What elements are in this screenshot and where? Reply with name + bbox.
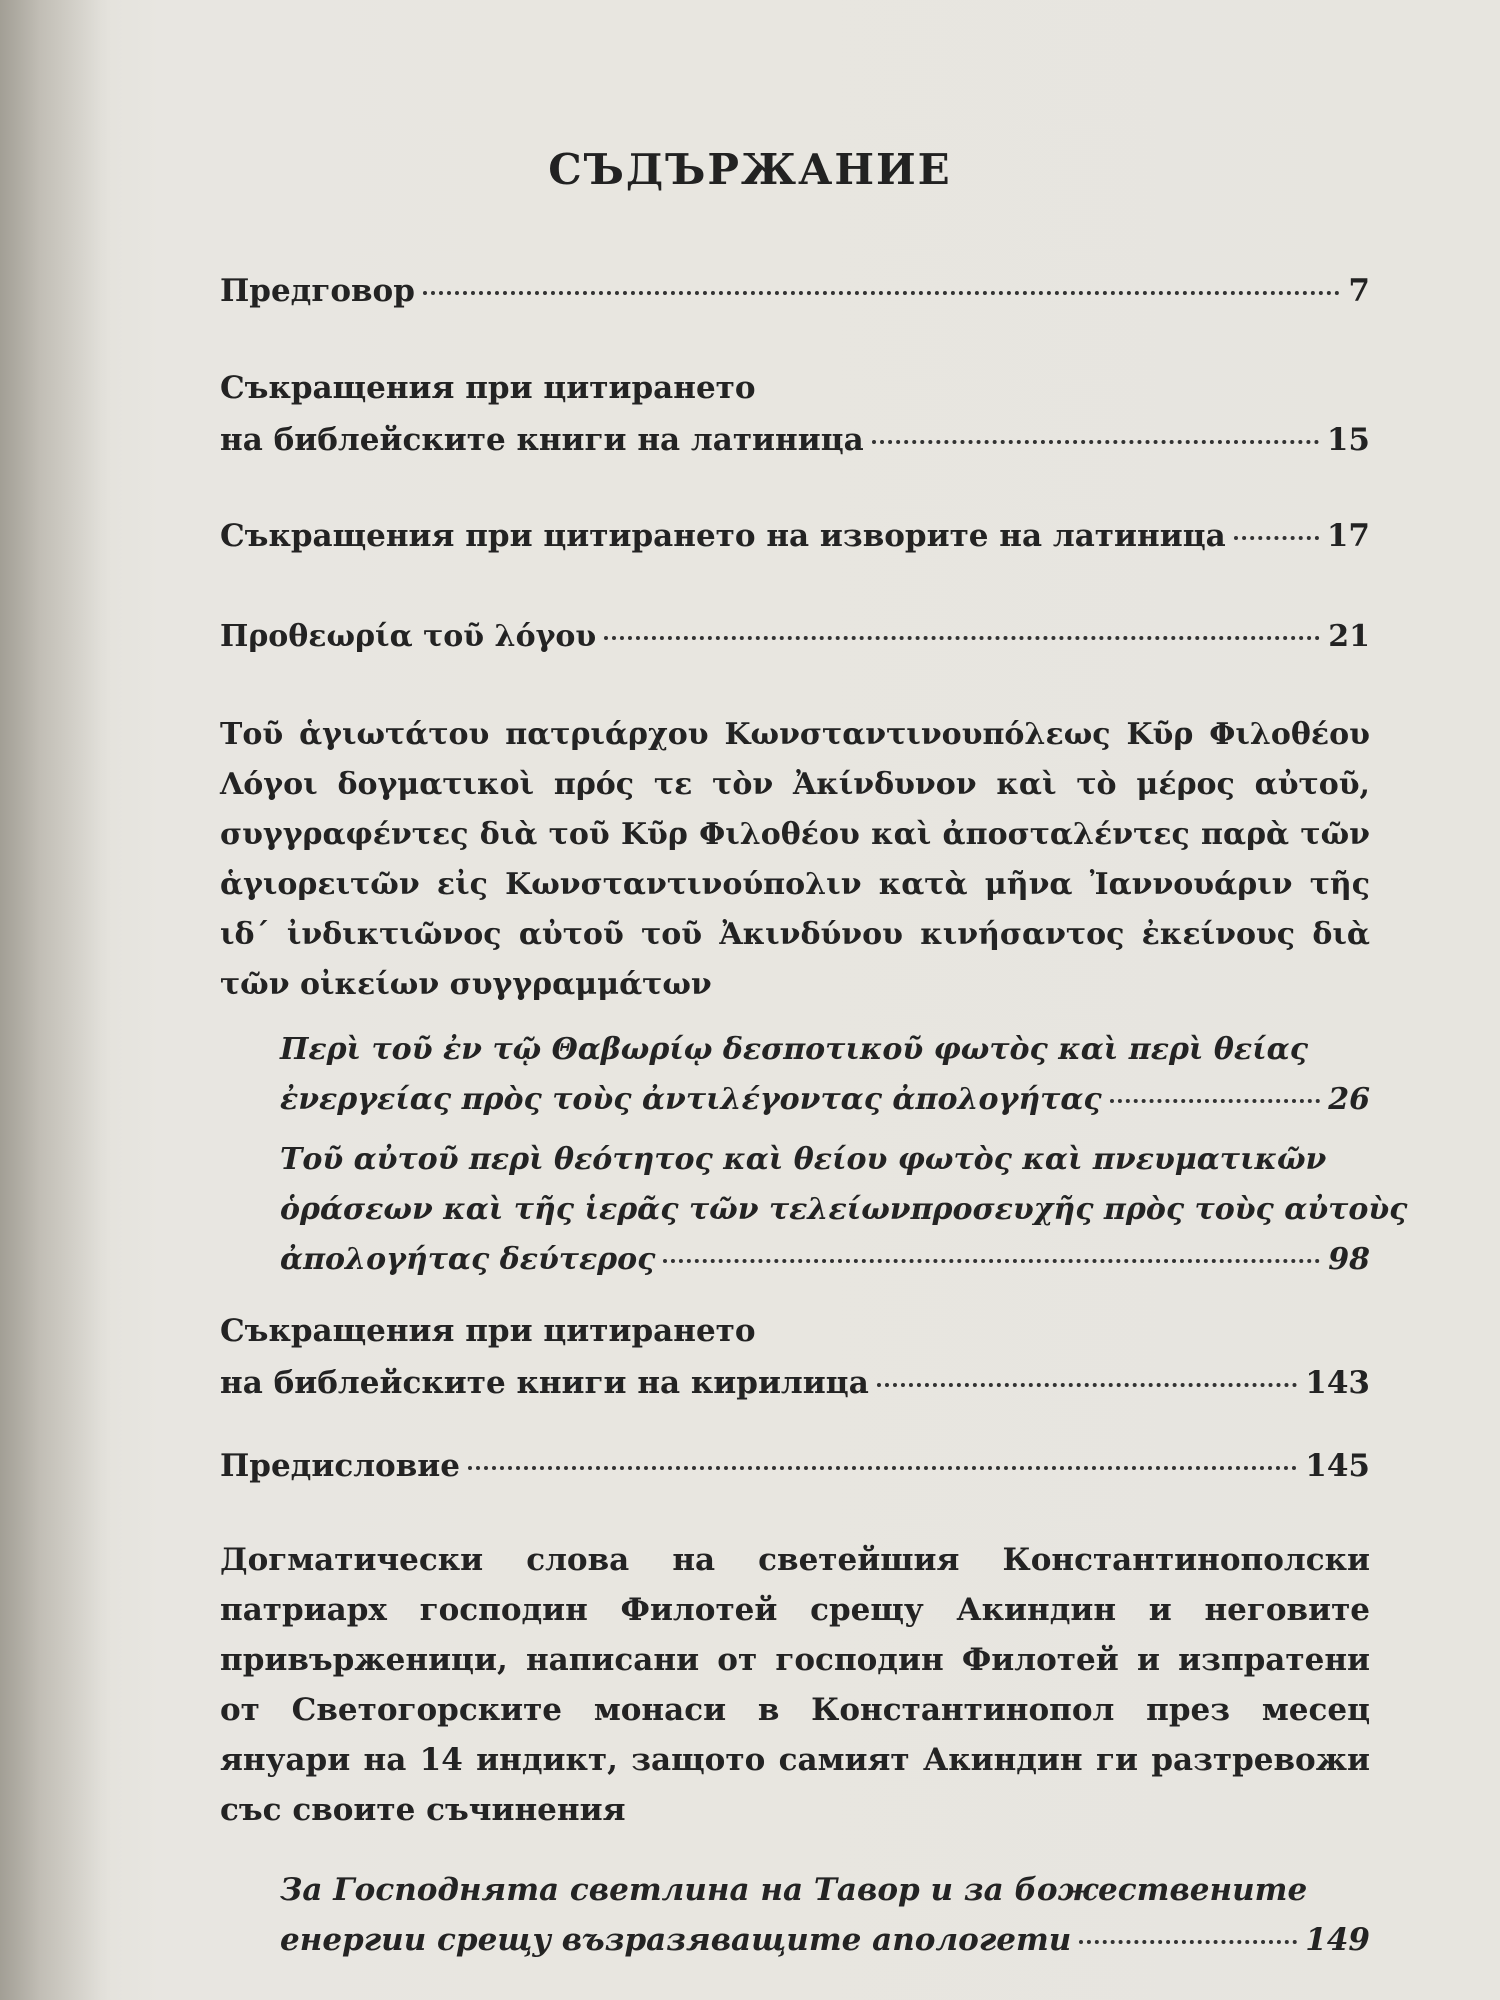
entry-title-line1: Съкращения при цитирането: [220, 370, 756, 406]
entry-title-line1: Περὶ τοῦ ἐν τῷ Θαβωρίῳ δεσποτικοῦ φωτὸς καὶ περὶ θείας: [280, 1032, 1308, 1067]
page-number: 145: [1305, 1448, 1370, 1484]
toc-entry-latin-bible[interactable]: [220, 362, 1370, 466]
toc-section-bulgarian-heading: Догматически слова на светейшия Константинополски патриарх господин Филотей срещу Акиндин и неговите привърженици, написани от господин Филотей и изпратени от Светогорските монаси в Константинопол през месец януари на 14 индикт, защото самият Акиндин ги разтревожи със своите съчинения: [220, 1542, 1370, 1828]
entry-title-line1: За Господнята светлина на Тавор и за божествените: [280, 1872, 1308, 1908]
dot-leader: [604, 636, 1320, 640]
page-number: 21: [1328, 619, 1370, 654]
entry-title-line1: Съкращения при цитирането: [220, 1313, 756, 1349]
page-number: 17: [1326, 518, 1370, 554]
page-number: 143: [1305, 1365, 1370, 1401]
entry-title-line2: на библейските книги на кирилица: [220, 1365, 869, 1401]
toc-entry-latin-sources[interactable]: [220, 510, 1370, 562]
toc-entry-bulgarian-sub1[interactable]: [280, 1865, 1370, 1965]
dot-leader: [1079, 1940, 1297, 1944]
dot-leader: [872, 440, 1319, 444]
entry-title-line2: на библейските книги на латиница: [220, 422, 864, 458]
entry-title-line2: ὁράσεων καὶ τῆς ἱερᾶς τῶν τελείωνπροσευχῆς πρὸς τοὺς αὐτοὺς: [280, 1192, 1408, 1227]
toc-entry-protheoria[interactable]: [220, 612, 1370, 662]
toc-entry-predgovor[interactable]: [220, 265, 1370, 317]
entry-title: Предисловие: [220, 1448, 460, 1484]
entry-title: Предговор: [220, 273, 415, 309]
page-number: 149: [1305, 1922, 1370, 1958]
dot-leader: [1110, 1099, 1321, 1103]
entry-title-line2: енергии срещу възразяващите апологети: [280, 1922, 1072, 1958]
toc-section-greek-heading: Τοῦ ἁγιωτάτου πατριάρχου Κωνσταντινουπόλεως Κῦρ Φιλοθέου Λόγοι δογματικοὶ πρός τε τὸν Ἀκίνδυνον καὶ τὸ μέρος αὐτοῦ, συγγραφέντες διὰ τοῦ Κῦρ Φιλοθέου καὶ ἀποσταλέντες παρὰ τῶν ἁγιορειτῶν εἰς Κωνσταντινούπολιν κατὰ μῆνα Ἰαννουάριν τῆς ιδ´ ἰνδικτιῶνος αὐτοῦ τοῦ Ἀκινδύνου κινήσαντος ἐκείνους διὰ τῶν οἰκείων συγγραμμάτων: [220, 717, 1370, 1002]
page-number: 26: [1328, 1082, 1370, 1117]
toc-entry-predislovie[interactable]: [220, 1440, 1370, 1492]
page-number: 98: [1328, 1242, 1370, 1277]
page-number: 15: [1326, 422, 1370, 458]
entry-title-line1: Τοῦ αὐτοῦ περὶ θεότητος καὶ θείου φωτὸς καὶ πνευματικῶν: [280, 1142, 1327, 1177]
entry-title: Προθεωρία τοῦ λόγου: [220, 619, 597, 654]
dot-leader: [1234, 536, 1319, 540]
dot-leader: [663, 1259, 1320, 1263]
dot-leader: [877, 1383, 1298, 1387]
toc-entry-cyrillic-bible[interactable]: [220, 1305, 1370, 1409]
page-title: СЪДЪРЖАНИЕ: [548, 145, 952, 194]
dot-leader: [468, 1466, 1297, 1470]
toc-entry-greek-sub2[interactable]: [280, 1135, 1408, 1285]
page-binding-shadow: [0, 0, 110, 2000]
entry-title-line2: ἐνεργείας πρὸς τοὺς ἀντιλέγοντας ἀπολογήτας: [280, 1082, 1102, 1117]
dot-leader: [423, 291, 1341, 295]
entry-title: Съкращения при цитирането на изворите на латиница: [220, 518, 1226, 554]
toc-entry-greek-sub1[interactable]: [280, 1025, 1370, 1125]
entry-title-line3: ἀπολογήτας δεύτερος: [280, 1242, 656, 1277]
page-number: 7: [1348, 273, 1370, 309]
